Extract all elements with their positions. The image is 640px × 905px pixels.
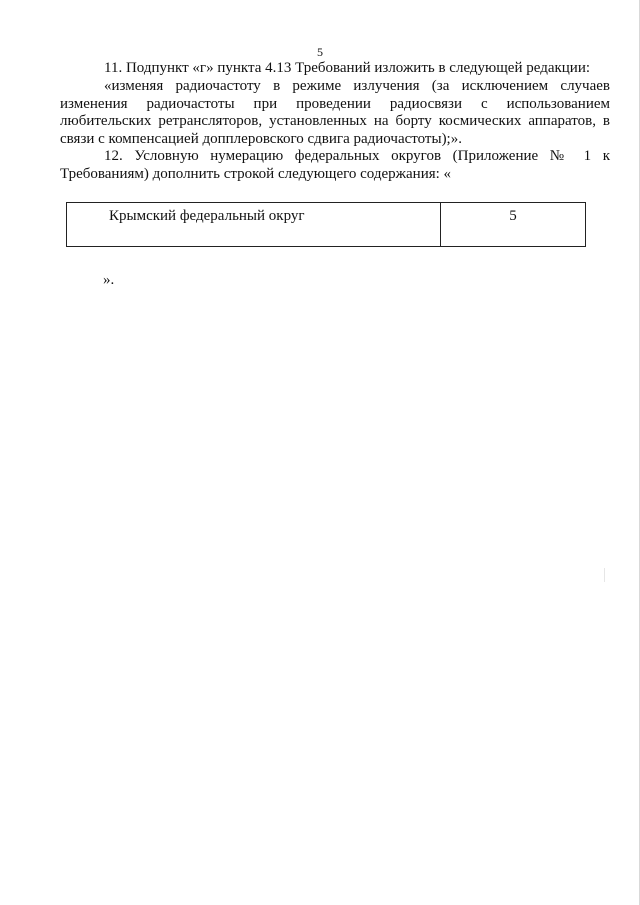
paragraph-item-11: 11. Подпункт «г» пункта 4.13 Требований изложить в следующей редакции: xyxy=(104,60,591,76)
district-number-cell: 5 xyxy=(509,208,517,224)
scan-mark xyxy=(604,568,605,582)
paragraph-item-12: 12. Условную нумерацию федеральных округов (Приложение № 1 к Требованиям) дополнить строкой следующего содержания: « xyxy=(60,148,610,182)
paragraph-quote: «изменяя радиочастоту в режиме излучения (за исключением случаев изменения радиочастоты при проведении радиосвязи с использованием любительских ретрансляторов, установленных на борту космических аппаратов, в связи с компенсацией допплеровского сдвига радиочастоты);». xyxy=(60,78,610,147)
page-number: 5 xyxy=(317,45,323,59)
district-table-row xyxy=(66,202,586,247)
closing-quote: ». xyxy=(103,272,115,288)
district-name-cell: Крымский федеральный округ xyxy=(67,203,441,246)
